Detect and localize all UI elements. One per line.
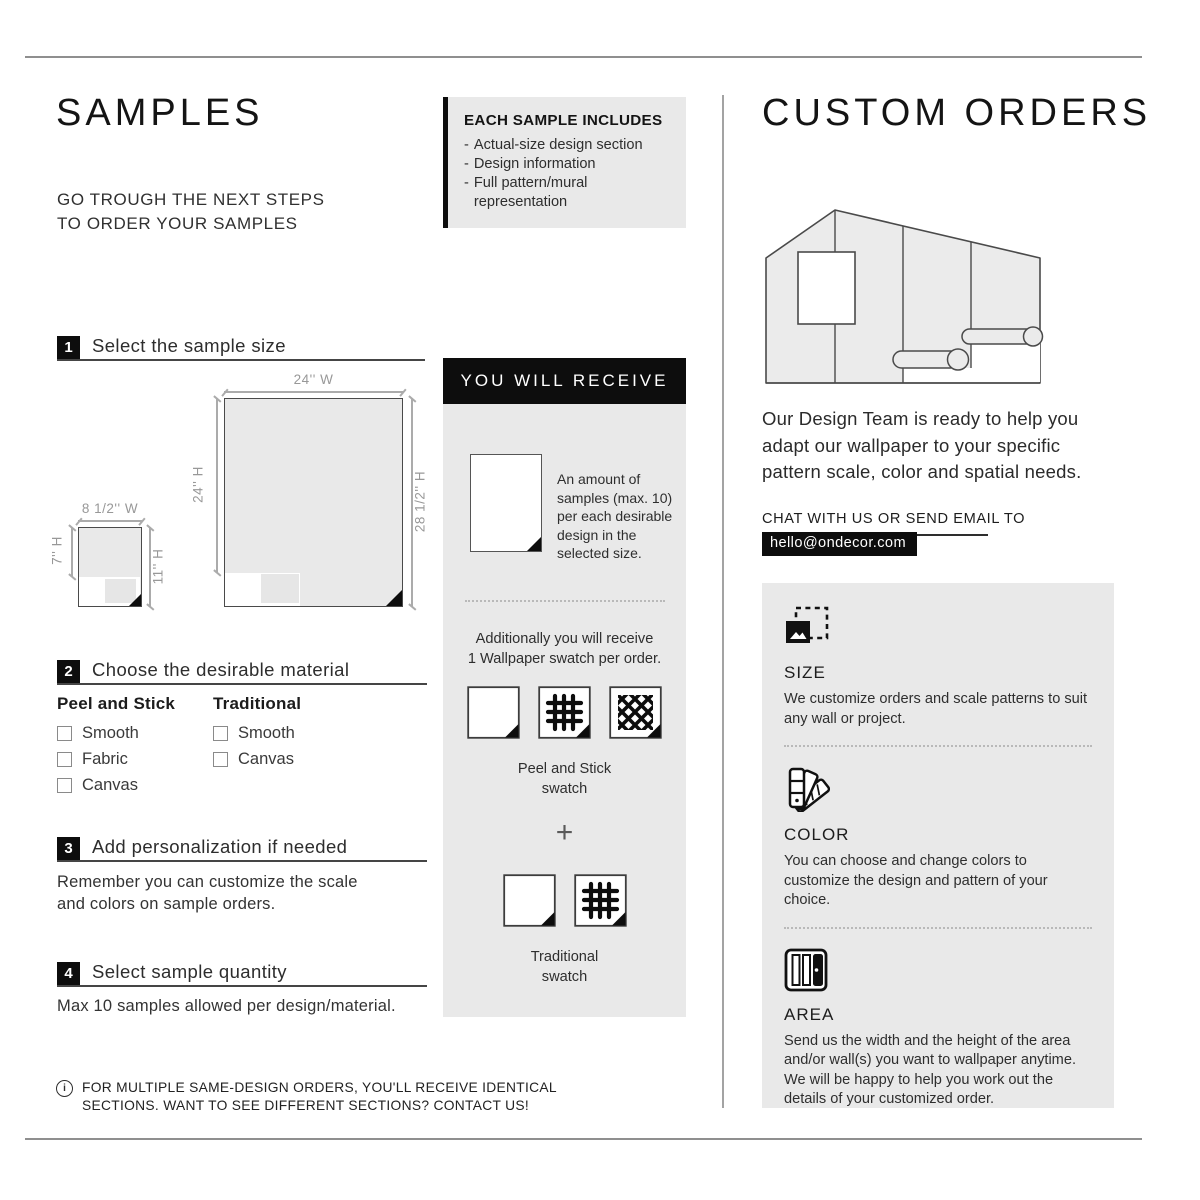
large-inner-height-dim-line bbox=[216, 398, 218, 573]
samples-intro bbox=[57, 188, 325, 235]
dash-bullet: - bbox=[464, 175, 469, 191]
materials-options bbox=[57, 694, 301, 802]
email-link[interactable]: hello@ondecor.com bbox=[762, 532, 917, 556]
footnote bbox=[56, 1079, 557, 1115]
dotted-divider bbox=[465, 600, 665, 602]
wallpaper-wall-illustration bbox=[755, 196, 1045, 391]
feature-color-text: You can choose and change colors to customize the design and pattern of your choice. bbox=[784, 853, 1048, 908]
footnote-line1: FOR MULTIPLE SAME-DESIGN ORDERS, YOU'LL RECEIVE IDENTICAL bbox=[82, 1080, 557, 1095]
grid-swatch-icon bbox=[574, 874, 627, 927]
custom-features-panel bbox=[762, 583, 1114, 1108]
step-3-header bbox=[57, 836, 427, 862]
step-2-label: Choose the desirable material bbox=[92, 659, 350, 680]
top-rule bbox=[25, 56, 1142, 58]
grid-swatch-icon bbox=[538, 686, 591, 739]
dash-bullet: - bbox=[464, 156, 469, 172]
peel-option-smooth bbox=[57, 724, 213, 743]
step-3-text-line2: and colors on sample orders. bbox=[57, 894, 276, 913]
dash-bullet: - bbox=[464, 137, 469, 153]
peel-and-stick-title: Peel and Stick bbox=[57, 694, 176, 713]
samples-intro-line2: TO ORDER YOUR SAMPLES bbox=[57, 213, 298, 233]
feature-color-title: COLOR bbox=[784, 825, 850, 844]
feature-size-text: We customize orders and scale patterns to suit any wall or project. bbox=[784, 691, 1088, 727]
step-4-label: Select sample quantity bbox=[92, 961, 287, 982]
additional-line2: 1 Wallpaper swatch per order. bbox=[467, 650, 662, 667]
step-3-description bbox=[57, 872, 358, 915]
step-2-number: 2 bbox=[57, 660, 80, 683]
checkbox-icon[interactable] bbox=[213, 752, 228, 767]
small-sample-corner-fold bbox=[129, 594, 141, 606]
includes-item-text: Full pattern/mural representation bbox=[473, 175, 588, 210]
peel-option-canvas bbox=[57, 776, 213, 795]
large-sample-inner-square bbox=[261, 574, 299, 603]
area-icon bbox=[784, 948, 828, 992]
checkbox-icon[interactable] bbox=[57, 752, 72, 767]
info-icon bbox=[56, 1080, 73, 1097]
traditional-swatch-row bbox=[503, 874, 627, 927]
includes-item bbox=[464, 136, 674, 155]
column-divider bbox=[722, 95, 724, 1108]
traditional-option-canvas bbox=[213, 750, 301, 769]
step-3-label: Add personalization if needed bbox=[92, 836, 348, 857]
feature-area-text: Send us the width and the height of the area and/or wall(s) you want to wallpaper anytime. We will be happy to help you work out the details of your customized order. bbox=[784, 1032, 1077, 1107]
small-width-label: 8 1/2'' W bbox=[81, 501, 139, 516]
samples-intro-line1: GO TROUGH THE NEXT STEPS bbox=[57, 190, 325, 209]
color-icon bbox=[784, 766, 830, 812]
blank-swatch-icon bbox=[503, 874, 556, 927]
peel-and-stick-column bbox=[57, 694, 213, 802]
custom-intro-text: Our Design Team is ready to help you adapt our wallpaper to your specific pattern scale, color and spatial needs. bbox=[762, 408, 1082, 482]
additional-line1: Additionally you will receive bbox=[475, 631, 654, 647]
bottom-rule bbox=[25, 1138, 1142, 1140]
step-4-description: Max 10 samples allowed per design/material. bbox=[57, 997, 396, 1015]
dotted-divider bbox=[784, 745, 1092, 747]
small-outer-height-label: 11'' H bbox=[150, 548, 166, 585]
small-sample-diagram bbox=[78, 527, 142, 607]
includes-item bbox=[464, 174, 674, 212]
step-4-header bbox=[57, 961, 427, 987]
sample-sheet-icon bbox=[470, 454, 542, 552]
blank-swatch-icon bbox=[467, 686, 520, 739]
step-4-number: 4 bbox=[57, 962, 80, 985]
step-1-label: Select the sample size bbox=[92, 335, 286, 356]
option-label: Fabric bbox=[82, 750, 128, 768]
checkbox-icon[interactable] bbox=[57, 778, 72, 793]
large-inner-height-label: 24'' H bbox=[190, 466, 206, 503]
feature-area-title: AREA bbox=[784, 1004, 835, 1024]
large-width-label: 24'' W bbox=[293, 372, 334, 387]
large-sample-corner-fold bbox=[386, 590, 402, 606]
option-label: Smooth bbox=[82, 724, 139, 742]
traditional-title: Traditional bbox=[213, 694, 302, 713]
you-will-receive-panel bbox=[443, 404, 686, 1017]
step-1-header bbox=[57, 335, 425, 361]
traditional-swatch-caption bbox=[443, 948, 686, 987]
checkbox-icon[interactable] bbox=[57, 726, 72, 741]
option-label: Canvas bbox=[82, 776, 138, 794]
option-label: Smooth bbox=[238, 724, 295, 742]
traditional-column bbox=[213, 694, 301, 802]
includes-item-text: Design information bbox=[473, 156, 596, 172]
traditional-caption-line1: Traditional bbox=[530, 949, 599, 965]
peel-caption-line1: Peel and Stick bbox=[517, 761, 612, 777]
large-width-dim-line bbox=[224, 391, 403, 393]
peel-option-fabric bbox=[57, 750, 213, 769]
checkbox-icon[interactable] bbox=[213, 726, 228, 741]
traditional-caption-line2: swatch bbox=[541, 968, 588, 985]
includes-title: EACH SAMPLE INCLUDES bbox=[464, 112, 663, 129]
includes-item-text: Actual-size design section bbox=[473, 137, 643, 153]
additional-text bbox=[443, 630, 686, 669]
peel-swatch-row bbox=[467, 686, 662, 739]
step-3-number: 3 bbox=[57, 837, 80, 860]
samples-title: SAMPLES bbox=[56, 92, 264, 134]
corner-fold-icon bbox=[527, 537, 541, 551]
footnote-text bbox=[82, 1079, 557, 1115]
large-outer-height-label: 28 1/2'' H bbox=[412, 470, 428, 533]
small-inner-height-label: 7'' H bbox=[49, 536, 65, 565]
step-2-header bbox=[57, 659, 427, 685]
each-sample-includes-box bbox=[443, 97, 686, 228]
includes-item bbox=[464, 155, 674, 174]
traditional-option-smooth bbox=[213, 724, 301, 743]
step-3-text-line1: Remember you can customize the scale bbox=[57, 873, 358, 891]
large-sample-diagram bbox=[224, 398, 403, 607]
custom-orders-title: CUSTOM ORDERS bbox=[762, 92, 1152, 134]
feature-size-title: SIZE bbox=[784, 663, 826, 682]
option-label: Canvas bbox=[238, 750, 294, 768]
small-width-dim-line bbox=[78, 520, 142, 522]
plus-sign: + bbox=[555, 816, 574, 849]
you-will-receive-header: YOU WILL RECEIVE bbox=[443, 358, 686, 404]
chat-with-us-label: CHAT WITH US OR SEND EMAIL TO bbox=[762, 511, 988, 536]
size-icon bbox=[784, 606, 830, 650]
peel-swatch-caption bbox=[443, 760, 686, 799]
peel-caption-line2: swatch bbox=[541, 780, 588, 797]
dotted-divider bbox=[784, 927, 1092, 929]
step-1-number: 1 bbox=[57, 336, 80, 359]
footnote-line2: SECTIONS. WANT TO SEE DIFFERENT SECTIONS? CONTACT US! bbox=[82, 1098, 529, 1113]
crosshatch-swatch-icon bbox=[609, 686, 662, 739]
small-inner-height-dim-line bbox=[71, 527, 73, 577]
receive-samples-text: An amount of samples (max. 10) per each desirable design in the selected size. bbox=[557, 471, 673, 561]
